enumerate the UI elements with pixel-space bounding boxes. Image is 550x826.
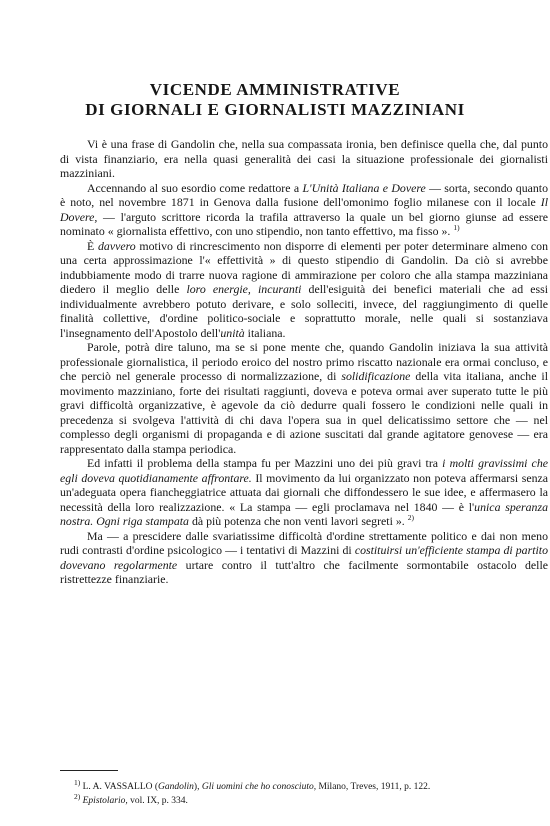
- p5-italic-b: unica speranza nostra. Ogni riga stampata: [60, 499, 549, 528]
- p3-text-c: motivo di rincrescimento non disporre di elementi per poter determinare almeno con una certa approssimazione l'« effettività » di questo stipendio di Gandolin. Da ciò si avrebbe indubbiamente modo di trarre nuova ragione di ammirazione per coloro che alla stampa mazziniana diedero il meglio delle: [60, 238, 549, 296]
- p4-italic: solidificazione: [341, 369, 411, 383]
- p2-text-c: — sorta, secondo quanto è noto, nel novembre 1871 in Genova dalla fusione dell'omonimo foglio milanese con il locale: [60, 180, 549, 209]
- paragraph-4: [60, 340, 548, 456]
- p3-text-e: dell'esiguità dei benefici materiali che ad essi individualmente avrebbero potuto derivare, e solo solleciti, invece, del raggiungimento di quelle finalità collettive, d'ordine politico-sociale e soprattutto morale, nelle quali si sostanziava l'insegnamento dell'Apostolo dell': [60, 282, 548, 340]
- footnote-1-number: 1): [74, 777, 81, 787]
- footnote-2: [74, 791, 544, 808]
- footnote-1: [74, 777, 544, 794]
- footnote-2-number: 2): [74, 791, 81, 801]
- p2-italic-dovere: Il Dovere,: [60, 195, 548, 224]
- article-body: [60, 137, 548, 587]
- footnote-2-work-title: Epistolario,: [82, 796, 128, 806]
- p6-italic: costituirsi un'efficiente stampa di partito dovevano regolarmente: [60, 543, 548, 572]
- footnote-1-book-title: Gli uomini che ho conosciuto,: [201, 782, 317, 792]
- p2-italic-newspaper: L'Unità Italiana e Dovere: [302, 180, 426, 195]
- p5-text-a: Ed infatti il problema della stampa fu per Mazzini uno dei più gravi tra: [87, 456, 443, 470]
- paragraph-2: [60, 181, 548, 239]
- footnote-2-volume: vol. IX, p. 334.: [127, 796, 188, 806]
- p3-text-g: italiana.: [244, 325, 286, 340]
- p3-text-a: È: [87, 238, 98, 253]
- paragraph-5: [60, 456, 548, 529]
- p6-text-c: urtare contro il tutt'altro che facilmente sormontabile ostacolo delle ristrettezze finanziarie.: [60, 557, 548, 586]
- p3-italic-a: davvero: [97, 238, 136, 253]
- paragraph-6: [60, 529, 548, 587]
- footnote-ref-1: 1): [453, 223, 460, 233]
- footnote-1-publication: Milano, Treves, 1911, p. 122.: [316, 782, 431, 792]
- title-line-1: VICENDE AMMINISTRATIVE: [149, 80, 401, 99]
- footnote-ref-2: 2): [407, 513, 414, 523]
- paragraph-1: [60, 137, 548, 181]
- footnote-1-sep: ),: [193, 782, 202, 792]
- footnote-divider: [60, 770, 118, 771]
- p2-text-a: Accennando al suo esordio come redattore a: [87, 180, 303, 195]
- p5-text-e: dà più potenza che non venti lavori segreti ».: [188, 514, 405, 528]
- p4-text-a: Parole, potrà dire taluno, ma se si pone mente che, quando Gandolin iniziava la sua attività professionale giornalistica, il periodo eroico del nostro primo riscatto nazionale era ormai concluso, e che perciò nel generale processo di normalizzazione, di: [60, 340, 548, 383]
- paragraph-3: [60, 239, 548, 341]
- footnote-1-author: L. A. VASSALLO (: [80, 782, 159, 792]
- title-line-2: DI GIORNALI E GIORNALISTI MAZZINIANI: [85, 100, 465, 119]
- footnote-1-pseudonym: Gandolin: [158, 782, 194, 792]
- p6-text-a: Ma — a prescidere dalle svariatissime difficoltà d'ordine strettamente politico e dai non meno rudi contrasti d'ordine psicologico — i tentativi di Mazzini di: [60, 528, 548, 557]
- p1-text: Vi è una frase di Gandolin che, nella sua compassata ironia, ben definisce quella che, dal punto di vista finanziario, era nella quasi generalità dei casi la situazione professionale dei giornalisti mazziniani.: [60, 137, 548, 180]
- p4-text-c: della vita italiana, anche il movimento mazziniano, forte dei risultati raggiunti, doveva e poteva ormai aver superato tutte le più gravi difficoltà organizzative, è agevole da ciò dedurre quali fossero le condizioni nelle quali in precedenza si svolgeva l'attività di chi dava l'opera sua in quel delicatissimo settore che — nel complesso degli organismi di propaganda e di azione suscitati dal grande agitatore genovese — era rappresentato dalla stampa periodica.: [60, 369, 549, 456]
- p2-text-e: — l'arguto scrittore ricorda la trafila attraverso la quale un bel giorno giunse ad essere nominato « giornalista effettivo, con uno stipendio, non tanto effettivo, ma fisso ».: [60, 209, 548, 238]
- p3-italic-b: loro energie, incuranti: [186, 282, 302, 296]
- p5-text-c: Il movimento da lui organizzato non poteva affermarsi senza un'adeguata opera fiancheggiatrice attuata dai giornali che diffondessero le sue idee, e affermasero la necessità della loro realizzazione. « La stampa — egli proclamava nel 1840 — è l': [60, 470, 549, 514]
- p3-italic-c: unità: [220, 325, 245, 340]
- footnotes: [74, 777, 544, 808]
- p5-italic-a: i molti gravissimi che egli doveva quotidianamente affrontare.: [60, 456, 548, 485]
